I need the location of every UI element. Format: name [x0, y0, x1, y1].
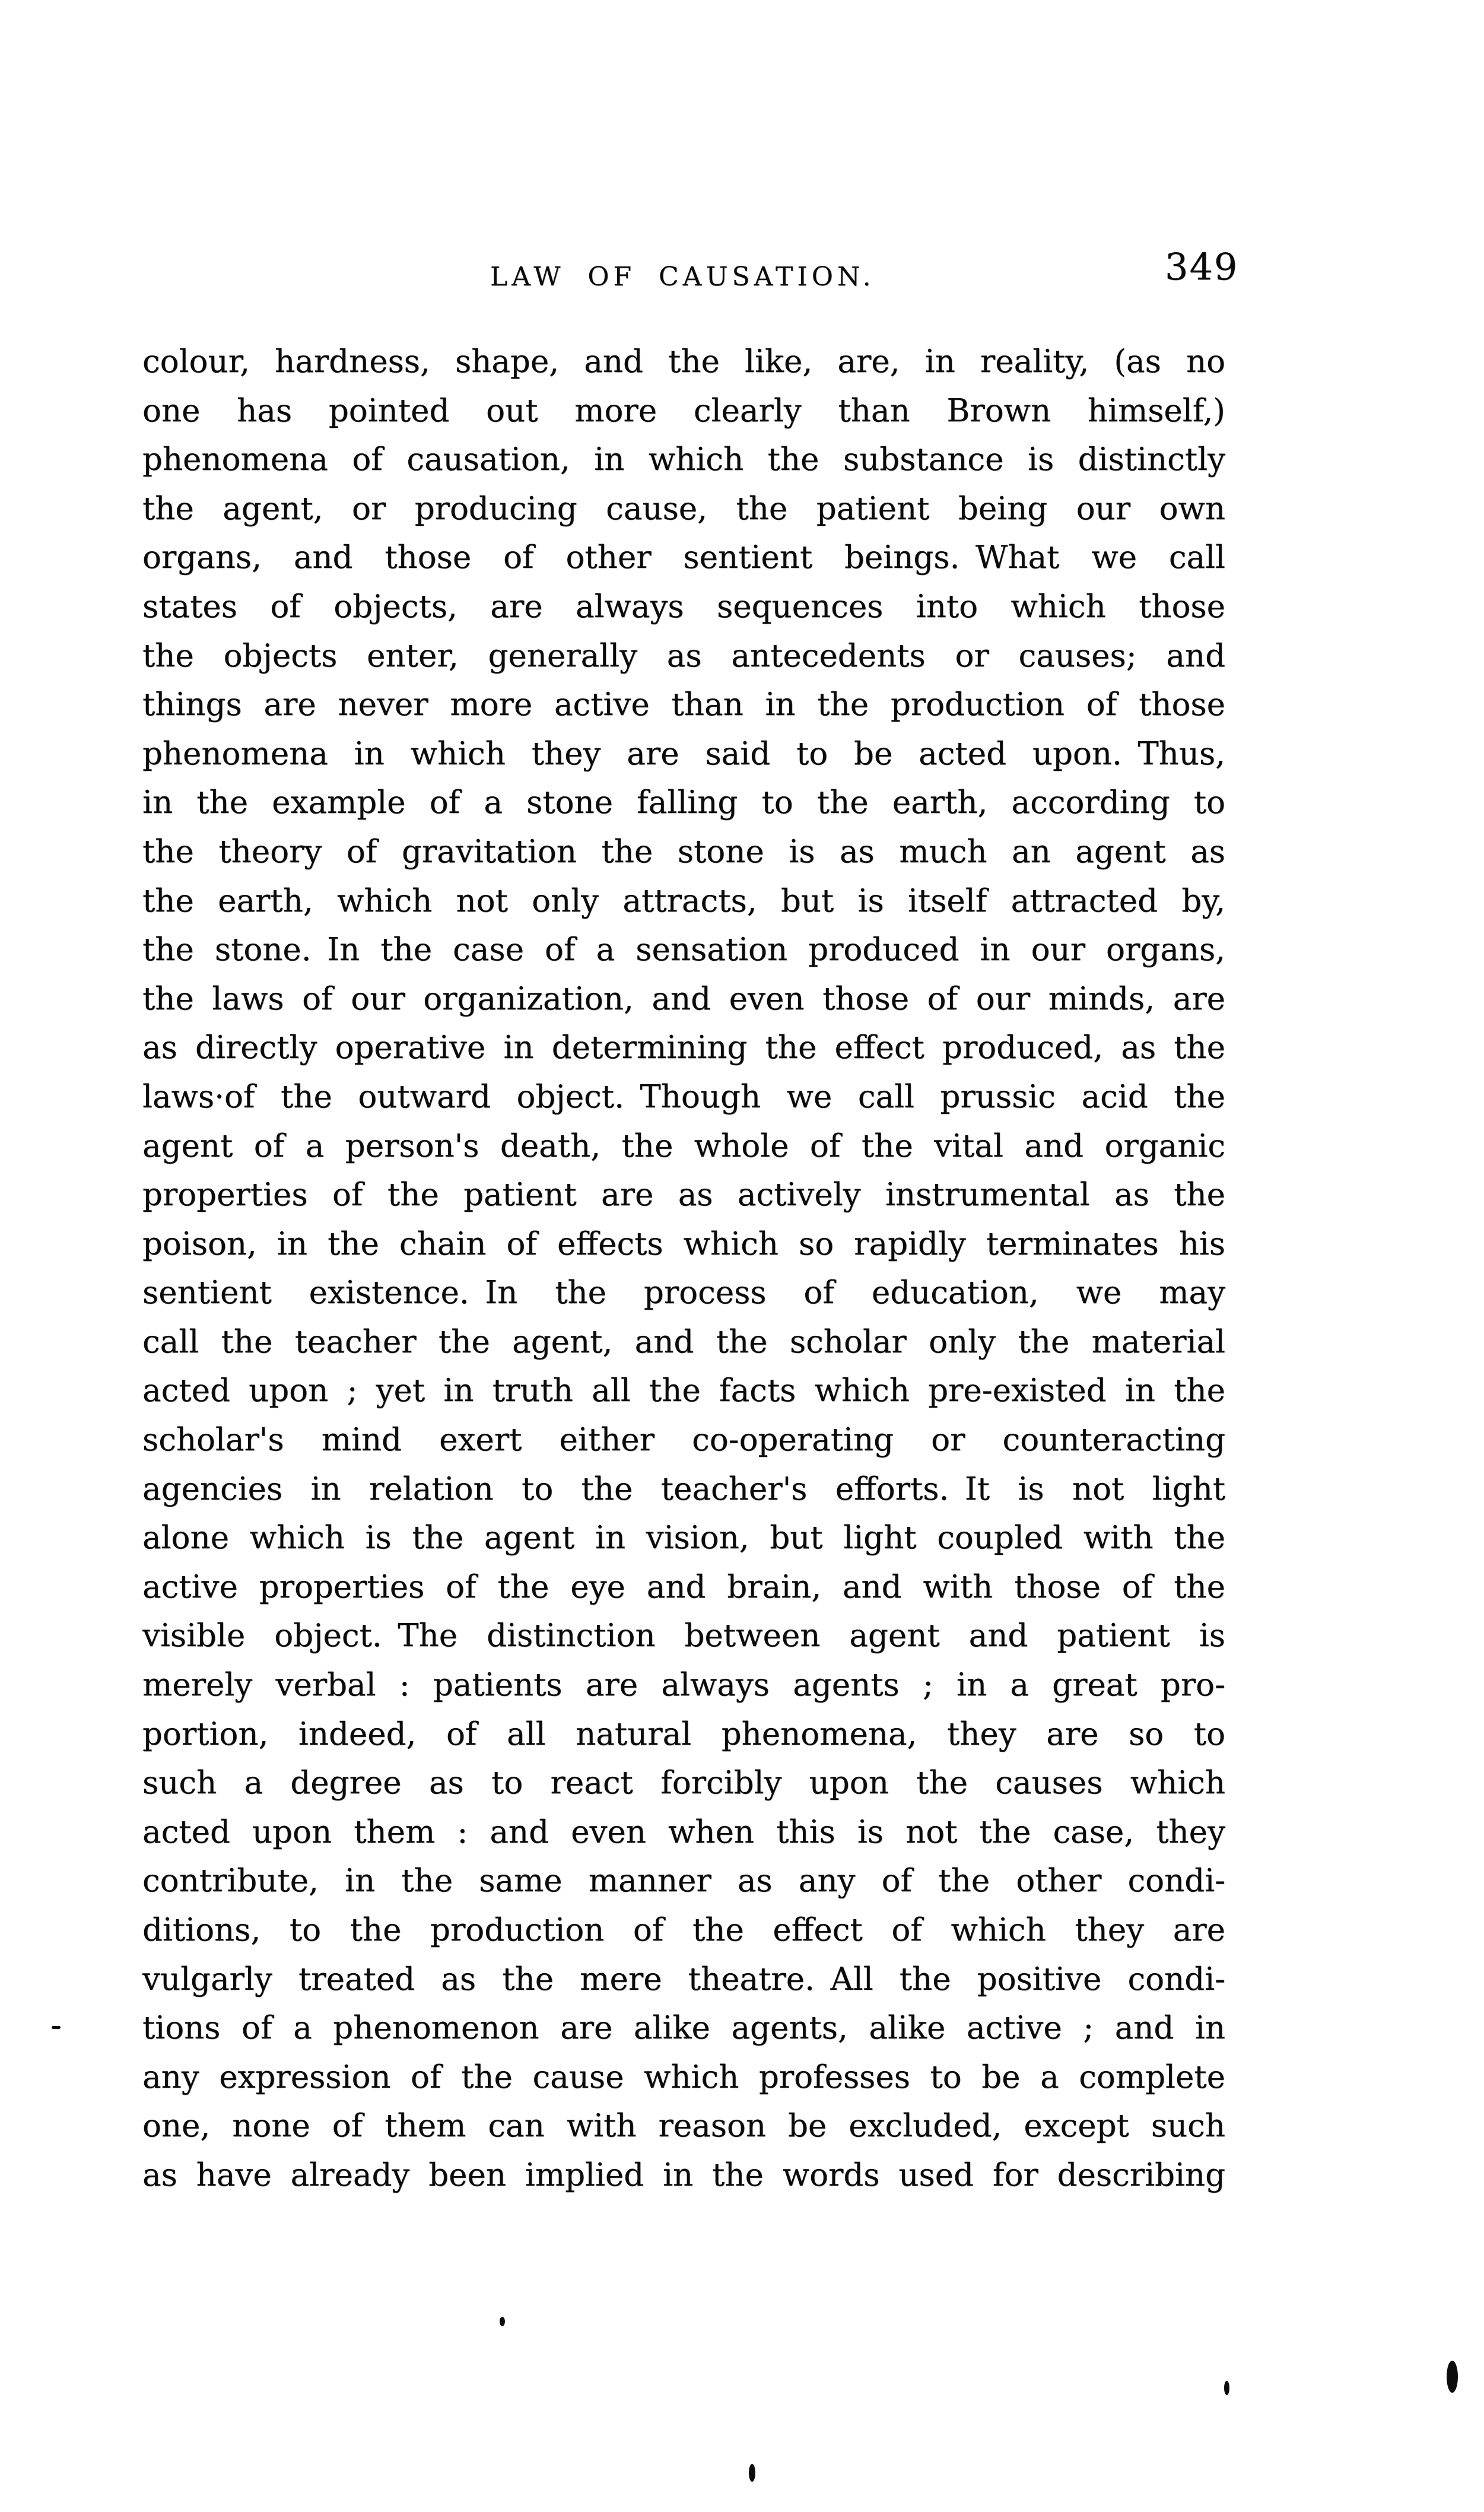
text-line: visible object. The distinction between agent and patient is	[142, 1618, 1225, 1654]
text-line: call the teacher the agent, and the scholar only the material	[142, 1323, 1225, 1360]
text-line: poison, in the chain of effects which so rapidly terminates his	[142, 1225, 1225, 1262]
text-line: alone which is the agent in vision, but light coupled with the	[142, 1520, 1225, 1557]
text-line: contribute, in the same manner as any of the other condi-	[142, 1863, 1225, 1900]
text-line: the stone. In the case of a sensation produced in our organs,	[142, 932, 1225, 968]
ink-speck	[1447, 2361, 1458, 2393]
text-line: in the example of a stone falling to the earth, according to	[142, 785, 1225, 821]
text-line: laws·of the outward object. Though we call prussic acid the	[142, 1078, 1225, 1115]
body-text-block	[142, 338, 1225, 2200]
text-line: colour, hardness, shape, and the like, are, in reality, (as no	[142, 344, 1225, 380]
text-line: portion, indeed, of all natural phenomena, they are so to	[142, 1716, 1225, 1752]
text-line: active properties of the eye and brain, and with those of the	[142, 1568, 1225, 1605]
page-number: 349	[1165, 245, 1239, 288]
text-line: phenomena in which they are said to be acted upon. Thus,	[142, 735, 1225, 772]
text-line: agent of a person's death, the whole of the vital and organic	[142, 1128, 1225, 1164]
text-line: vulgarly treated as the mere theatre. All the positive condi-	[142, 1961, 1225, 1997]
text-line: the agent, or producing cause, the patient being our own	[142, 490, 1225, 527]
text-line: one, none of them can with reason be excluded, except such	[142, 2108, 1225, 2145]
text-line: states of objects, are always sequences into which those	[142, 588, 1225, 625]
text-line: organs, and those of other sentient beings. What we call	[142, 539, 1225, 576]
text-line: as have already been implied in the words used for describing	[142, 2157, 1225, 2193]
text-line: any expression of the cause which professes to be a complete	[142, 2059, 1225, 2095]
text-line: one has pointed out more clearly than Brown himself,)	[142, 392, 1225, 429]
text-line: sentient existence. In the process of education, we may	[142, 1275, 1225, 1311]
ink-speck	[1224, 2381, 1229, 2395]
text-line: tions of a phenomenon are alike agents, alike active ; and in	[142, 2010, 1225, 2047]
text-line: the laws of our organization, and even those of our minds, are	[142, 980, 1225, 1017]
page-header-title: LAW OF CAUSATION.	[490, 262, 875, 292]
text-line: such a degree as to react forcibly upon the causes which	[142, 1765, 1225, 1802]
text-line: as directly operative in determining the effect produced, as the	[142, 1030, 1225, 1066]
text-line: acted upon ; yet in truth all the facts which pre-existed in the	[142, 1373, 1225, 1409]
text-line: the objects enter, generally as antecedents or causes; and	[142, 637, 1225, 674]
ink-speck	[500, 2317, 505, 2326]
text-line: agencies in relation to the teacher's efforts. It is not light	[142, 1471, 1225, 1507]
text-line: scholar's mind exert either co-operating or counteracting	[142, 1422, 1225, 1459]
text-line: acted upon them : and even when this is not the case, they	[142, 1814, 1225, 1850]
ink-speck	[749, 2464, 755, 2482]
text-line: things are never more active than in the production of those	[142, 687, 1225, 723]
ink-speck	[52, 2026, 61, 2029]
text-line: the earth, which not only attracts, but is itself attracted by,	[142, 882, 1225, 919]
text-line: merely verbal : patients are always agents ; in a great pro-	[142, 1667, 1225, 1704]
text-line: phenomena of causation, in which the substance is distinctly	[142, 442, 1225, 478]
text-line: ditions, to the production of the effect of which they are	[142, 1912, 1225, 1948]
text-line: the theory of gravitation the stone is as much an agent as	[142, 833, 1225, 870]
text-line: properties of the patient are as actively instrumental as the	[142, 1177, 1225, 1214]
